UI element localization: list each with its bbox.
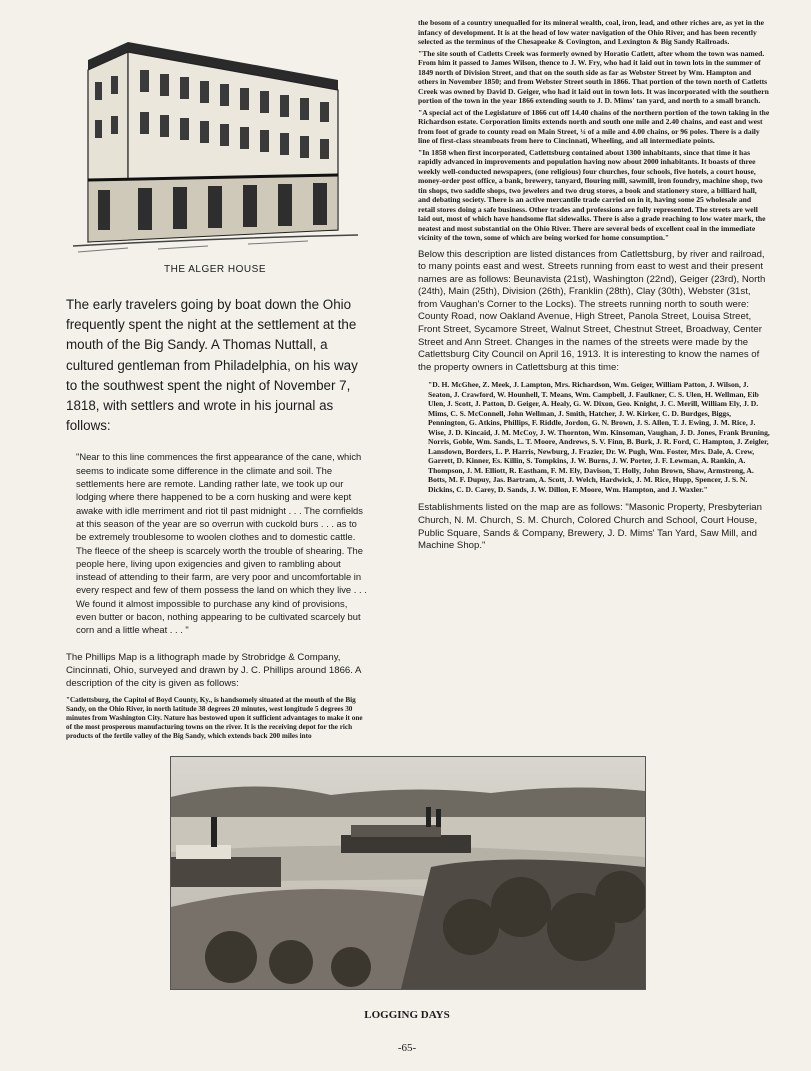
phillips-map-paragraph: The Phillips Map is a lithograph made by Strobridge & Company, Cincinnati, Ohio, surveyed and drawn by J. C. Phillips around 1866. A description of the city is given as follows:: [66, 651, 361, 689]
alger-house-illustration: [68, 20, 362, 256]
property-owners-list: "D. H. McGhee, Z. Meek, J. Lampton, Mrs. Richardson, Wm. Geiger, William Patton, J. Wilson, J. Seaton, J. Crawford, W. Hounhell, T. Means, Wm. Campbell, J. Faulkner, C. S. Ulen, H. Wellman, Eib Ulen, J. Scott, J. Patton, D. Geiger, A. Healy, G. W. Dixon, Geo. Knight, J. C. Merill, William Ely, J. D. Mims, C. S. McConnell, John Wellman, J. Smith, Hatcher, J. W. Kirker, C. D. Burdges, Biggs, Pennington, G. Atkins, Phillips, F. Riddle, Jordon, G. N. Brown, J. S. Allen, T. J. Ewing, J. M. Rice, J. Wise, J. D. Kincaid, J. M. McCoy, J. W. Thornton, Wm. Kinsoman, Vaughan, J. D. Jones, Frank Bruning, Norris, Goble, Wm. Sands, L. T. Moore, Andrews, S. V. Finn, B. Burk, J. R. Ford, C. Hampton, J. Zeigler, Lansdown, Borders, L. P. Harris, Newburg, J. Frazier, Dr. W. Pugh, Wm. Foster, Mrs. Dale, A. Crew, Garrett, D. Kinner, Es. Killin, S. Tompkins, J. W. Burns, J. W. Porter, J. F. Lewman, A. Rankin, A. Thompson, J. M. Elliott, R. Eastham, F. M. Ely, Davison, T. Holly, John Brown, Shaw, Armstrong, A. Botts, M. F. Dupuy, Jas. Bartram, A. Scott, J. Welch, Hardwick, J. M. Rice, Hupp, Spencer, J. S. N. Dickins, C. D. Carey, D. Sands, J. W. Dillon, F. Moore, Wm. Hampton, and J. Waxler.": [428, 380, 770, 494]
illustration-caption: THE ALGER HOUSE: [164, 264, 266, 275]
photo-caption: LOGGING DAYS: [364, 1009, 450, 1021]
intro-paragraph: The early travelers going by boat down the Ohio frequently spent the night at the settlement at the mouth of the Big Sandy. A Thomas Nuttall, a cultured gentleman from Philadelphia, on his way to the southwest spent the night of November 7, 1818, with settlers and wrote in his journal as follows:: [66, 297, 358, 434]
map-quote-legislature: "A special act of the Legislature of 1866 cut off 14.40 chains of the northern portion of the town taking in the Richardson estate. Corporation limits extends north and south one mile and 2.40 chains, and east and west from foot of grade to county road on Main Street, ¼ of a mile and 4.00 chains, or 96 poles. There is a daily line of first-class steamboats from here to Cincinnati, Wheeling, and all intermediate points.: [418, 107, 770, 145]
river-scene: [171, 757, 645, 989]
page-number: -65-: [397, 1042, 417, 1054]
streets-paragraph: Below this description are listed distances from Catlettsburg, by river and railroad, to many points east and west. Streets running from east to west and their present names are as follows: Beunavista (21st), Washington (22nd), Geiger (23rd), North (24th), Main (25th), Division (26th), Franklin (28th), Clay (30th), Webster (31st, from Vaughan's Corner to the Locks). The streets running north to south were: County Road, now Oakland Avenue, High Street, Panola Street, Louisa Street, Front Street, Sycamore Street, Walnut Street, Chestnut Street, Broadway, Center Street and Ann Street. Changes in the names of the streets were made by the Catlettsburg City Council on April 16, 1913. It is interesting to know the names of the property owners in Catlettsburg at this time:: [418, 248, 766, 373]
right-column: [418, 18, 770, 559]
map-quote-population: "In 1858 when first incorporated, Catlettsburg contained about 1300 inhabitants, since that time it has rapidly advanced in improvements and population having now about 2000 inhabitants. It boasts of three weekly well-conducted newspapers, (one religious) four churches, four schools, five hotels, a court house, money-order post office, a bank, brewery, tanyard, flouring mill, sawmill, iron foundry, machine shop, two tin shops, two saddle shops, two jewelers and two drug stores, a book and stationery store, a billiard hall, and debating society. There is an active mercantile trade carried on in it, having some 25 wholesale and retail stores doing a safe business. Other trades and professions are fully represented. The streets are well laid out, most of which have handsome flat sidewalks. There is also a grade reaching to low water mark, the neatest and most substantial on the Ohio River. There are several beds of excellent coal in the immediate vicinity of the town, some of which are being worked for home consumption.": [418, 147, 766, 242]
logging-days-photo: [170, 756, 646, 990]
building-drawing: [68, 20, 362, 256]
left-column: [66, 295, 368, 742]
map-description-quote: "Catlettsburg, the Capitol of Boyd County, Ky., is handsomely situated at the mouth of the Big Sandy, on the Ohio River, in north latitude 38 degrees 20 minutes, west longitude 5 degrees 30 minutes from Washington City. Nature has bestowed upon it sufficient advantages to make it one of the most prosperous manufacturing towns on the river. It is the receiving depot for the rich products of the fertile valley of the Big Sandy, which extends back 200 miles into: [66, 695, 363, 741]
map-quote-continued: the bosom of a country unequalled for its mineral wealth, coal, iron, lead, and other riches are, as yet in the infancy of development. It is at the head of low water navigation of the Ohio River, and has been recently selected as the terminus of the Chesapeake & Covington, and Lexington & Big Sandy Railroads.: [418, 18, 764, 46]
nuttall-quote: "Near to this line commences the first appearance of the cane, which seems to indicate some difference in the climate and soil. The settlements here are remote. Landing rather late, we took up our lodging where there happened to be a corn husking and were kept awake with idle merriment and riot til past midnight . . . The cornfields at this season of the year are so overrun with cuckold burs . . . as to be extremely troublesome to woolen clothes and to domestic cattle. The fleece of the sheep is scarcely worth the trouble of shearing. The people here, living upon exigencies and given to rambling about instead of attending to their farm, are very poor and uncomfortable in every respect and few of them possess the land on which they live . . . We found it almost impossible to purchase any kind of provisions, even butter or bacon, nothing appearing to be cultivated scarcely but corn and a little wheat . . . ": [76, 451, 367, 636]
establishments-paragraph: Establishments listed on the map are as follows: "Masonic Property, Presbyterian Church, N. M. Church, S. M. Church, Colored Church and School, Court House, Public Square, Sands & Company, Brewery, J. D. Mims' Tan Yard, Saw Mill, and Machine Shop.": [418, 502, 762, 552]
map-quote-site-history: "The site south of Catletts Creek was formerly owned by Horatio Catlett, after whom the town was named. From him it passed to James Wilson, thence to J. W. Fry, who had it laid out in town lots in the summer of 1849 north of Division Street, and that on the south side as far as Webster Street by Wm. Hampton and others in November 1850; and from Webster Street south in 1866. That portion of the town north of Catletts Creek was owned by David D. Geiger, who had it laid out in town lots. It was incorporated with the southern portion of the town in the year 1866 extending south to J. D. Mims' tan yard, and north to a small branch.: [418, 48, 769, 105]
